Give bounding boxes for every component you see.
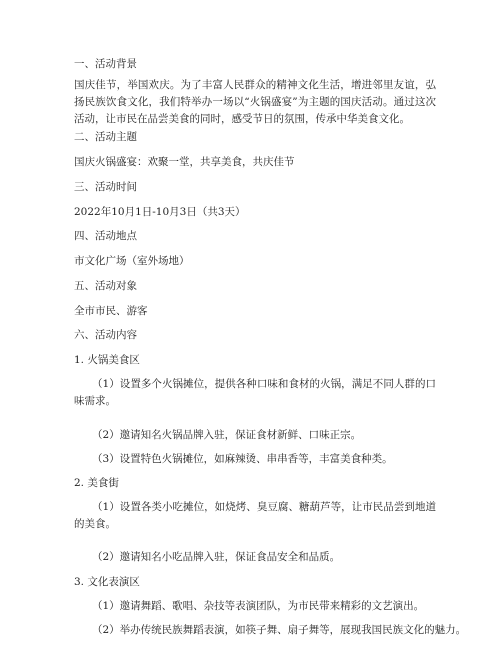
heading-background: 一、活动背景 [74,58,137,70]
paragraph-background: 国庆佳节，举国欢庆。为了丰富人民群众的精神文化生活，增进邻里友谊，弘扬民族饮食文化，我们特举办一场以“火锅盛宴”为主题的国庆活动。通过这次活动，让市民在品尝美食的同时，感受节日的氛围，传承中华美食文化。 [74,79,436,125]
heading-audience: 五、活动对象 [74,280,137,292]
item-performance-1: （1）邀请舞蹈、歌唱、杂技等表演团队，为市民带来精彩的文艺演出。 [92,600,425,612]
paragraph-time: 2022年10月1日-10月3日（共3天） [74,206,246,218]
item-food-street-2: （2）邀请知名小吃品牌入驻，保证食品安全和品质。 [92,551,341,563]
heading-theme: 二、活动主题 [74,131,137,143]
heading-content: 六、活动内容 [74,329,137,341]
heading-time: 三、活动时间 [74,181,137,193]
heading-place: 四、活动地点 [74,230,137,242]
paragraph-theme: 国庆火锅盛宴：欢聚一堂，共享美食，共庆佳节 [74,156,295,168]
paragraph-audience: 全市市民、游客 [74,305,148,317]
section-title-hotpot: 1. 火锅美食区 [74,354,140,366]
paragraph-place: 市文化广场（室外场地） [74,255,190,267]
section-title-performance: 3. 文化表演区 [74,576,140,588]
item-hotpot-2: （2）邀请知名火锅品牌入驻，保证食材新鲜、口味正宗。 [92,429,362,441]
item-food-street-1: （1）设置各类小吃摊位，如烧烤、臭豆腐、糖葫芦等，让市民品尝到地道的美食。 [74,501,436,530]
section-title-food-street: 2. 美食街 [74,477,119,489]
item-hotpot-3: （3）设置特色火锅摊位，如麻辣烫、串串香等，丰富美食种类。 [92,453,393,465]
item-performance-2: （2）举办传统民族舞蹈表演，如筷子舞、扇子舞等，展现我国民族文化的魅力。 [92,624,467,636]
item-hotpot-1: （1）设置多个火锅摊位，提供各种口味和食材的火锅，满足不同人群的口味需求。 [74,378,436,407]
